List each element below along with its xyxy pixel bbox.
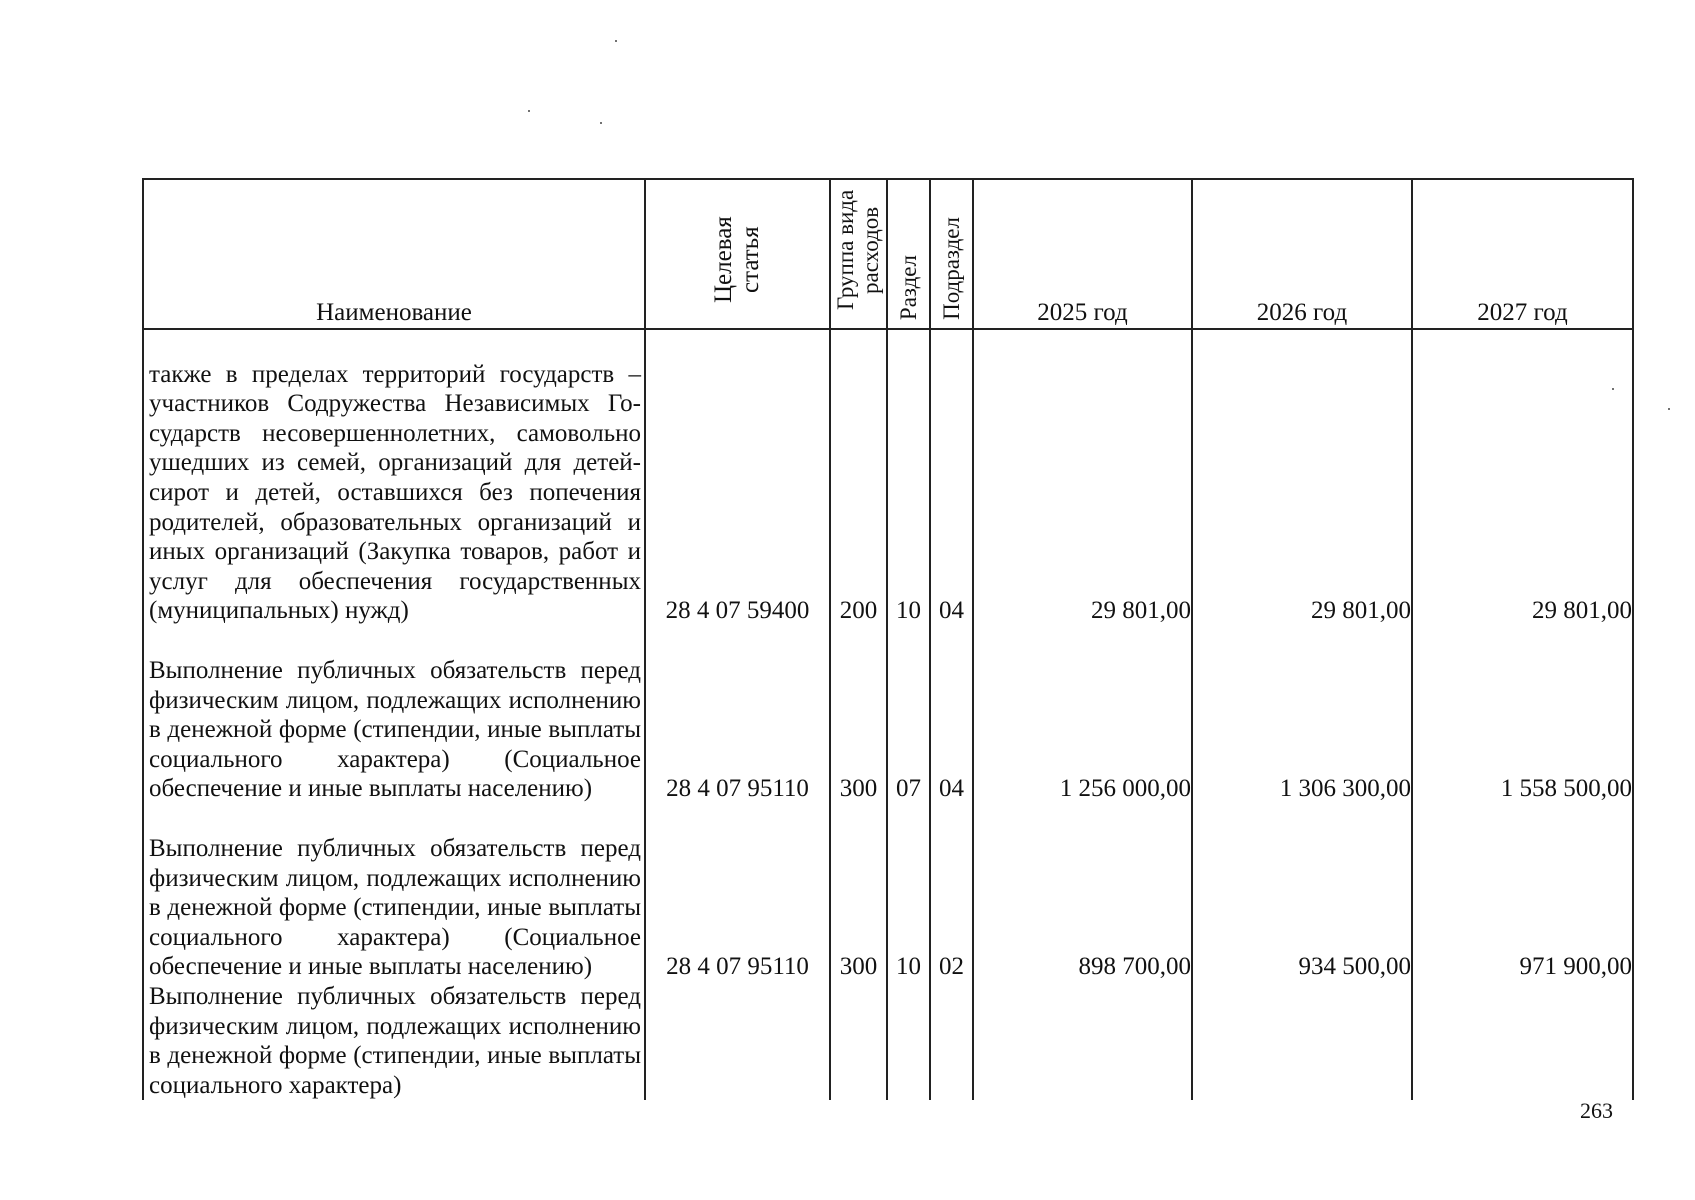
row-2025-cell: 898 700,00 [973, 804, 1192, 982]
row-subsection-cell: 04 [930, 329, 973, 626]
scan-speck [600, 122, 602, 124]
row-subsection-cell: 02 [930, 804, 973, 982]
header-section-label: Раздел [896, 255, 921, 321]
row-name-text: Выполнение публичных обязательств перед физическим лицом, подлежащих исполнению в денежной форме (стипендии, иные выплаты социального характера) (Социальное обеспечение и иные выплаты населению) [149, 835, 641, 981]
header-expense-group-label: Группа вида расходов [832, 190, 883, 311]
table-header-row [143, 179, 1633, 329]
row-target-cell: 28 4 07 95110 [645, 804, 830, 982]
row-group-cell: 300 [830, 804, 887, 982]
row-target-cell [645, 982, 830, 1100]
row-section-cell: 10 [887, 329, 930, 626]
budget-table-container [142, 178, 1632, 1099]
row-section-cell: 07 [887, 626, 930, 804]
header-name [143, 179, 645, 329]
row-2026-cell: 29 801,00 [1192, 329, 1412, 626]
row-section-cell: 10 [887, 804, 930, 982]
row-group-cell: 200 [830, 329, 887, 626]
table-row [143, 804, 1633, 982]
scan-speck [1668, 408, 1670, 410]
row-target-cell: 28 4 07 59400 [645, 329, 830, 626]
row-2026-cell [1192, 982, 1412, 1100]
header-year-2027-label: 2027 год [1477, 299, 1568, 327]
row-name-cell [143, 982, 645, 1100]
header-subsection-label: Подраздел [939, 217, 964, 321]
row-section-cell [887, 982, 930, 1100]
header-target-article [645, 179, 830, 329]
row-2027-cell: 971 900,00 [1412, 804, 1633, 982]
row-target-cell: 28 4 07 95110 [645, 626, 830, 804]
header-year-2027 [1412, 179, 1633, 329]
scan-speck [528, 110, 530, 112]
page-number: 263 [1580, 1098, 1613, 1123]
header-expense-group [830, 179, 887, 329]
row-name-cell [143, 329, 645, 626]
row-2027-cell: 1 558 500,00 [1412, 626, 1633, 804]
row-2027-cell: 29 801,00 [1412, 329, 1633, 626]
scan-speck [1612, 388, 1614, 390]
budget-table [142, 178, 1634, 1100]
row-2025-cell: 29 801,00 [973, 329, 1192, 626]
header-year-2026 [1192, 179, 1412, 329]
row-2026-cell: 1 306 300,00 [1192, 626, 1412, 804]
row-name-cell [143, 626, 645, 804]
table-row [143, 982, 1633, 1100]
table-row [143, 626, 1633, 804]
row-group-cell: 300 [830, 626, 887, 804]
row-2025-cell [973, 982, 1192, 1100]
header-year-2025-label: 2025 год [1037, 299, 1128, 327]
row-2026-cell: 934 500,00 [1192, 804, 1412, 982]
header-year-2025 [973, 179, 1192, 329]
header-name-label: Наименование [316, 299, 472, 327]
row-subsection-cell: 04 [930, 626, 973, 804]
row-name-text: Выполнение публичных обязательств перед физическим лицом, подлежащих исполнению в денежной форме (стипендии, иные выплаты социального характера) [149, 983, 641, 1099]
header-year-2026-label: 2026 год [1256, 299, 1348, 327]
row-name-cell [143, 804, 645, 982]
row-group-cell [830, 982, 887, 1100]
header-target-article-label: Целевая статья [709, 217, 764, 304]
row-2027-cell [1412, 982, 1633, 1100]
row-subsection-cell [930, 982, 973, 1100]
row-2025-cell: 1 256 000,00 [973, 626, 1192, 804]
header-subsection [930, 179, 973, 329]
row-name-text: Выполнение публичных обязательств перед физическим лицом, подлежащих исполнению в денежной форме (стипендии, иные выплаты социального характера) (Социальное обеспечение и иные выплаты населению) [149, 657, 641, 803]
table-row [143, 329, 1633, 626]
row-name-text: также в пределах территорий государств – участников Содружества Независимых Государств несовершеннолетних, самовольно ушедших из семей, организаций для детей-сирот и детей, оставшихся без попечения родителей, образовательных организаций и иных организаций (Закупка товаров, работ и услуг для обеспечения государственных (муниципальных) нужд) [149, 360, 641, 625]
header-section [887, 179, 930, 329]
scan-speck [615, 40, 617, 42]
